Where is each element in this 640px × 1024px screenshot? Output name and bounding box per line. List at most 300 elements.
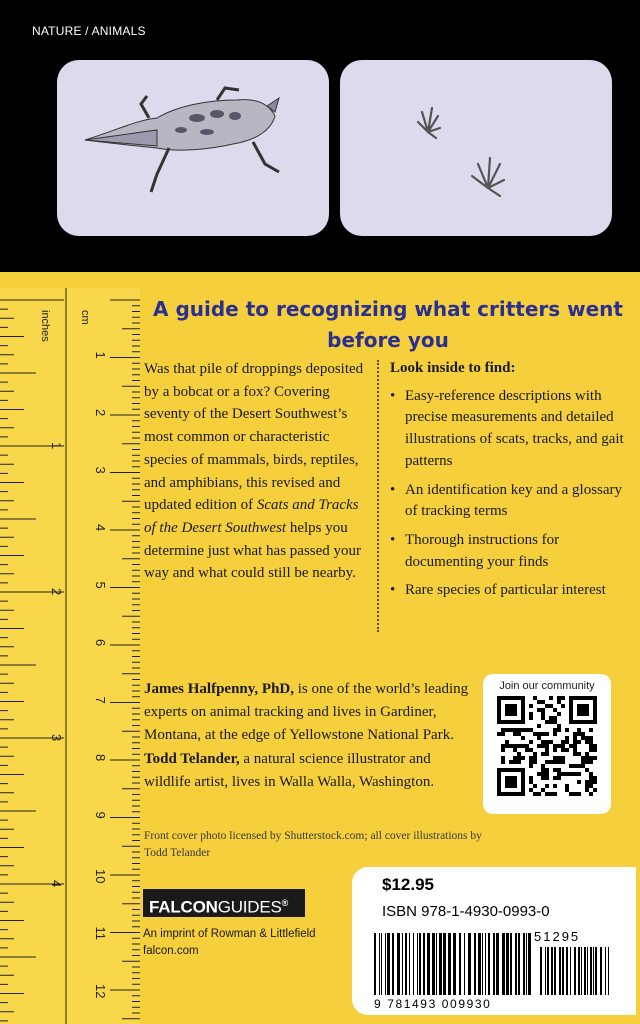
qr-module — [533, 760, 537, 764]
barcode-bar — [397, 933, 400, 995]
barcode-bar — [379, 933, 380, 995]
qr-module — [545, 752, 549, 756]
qr-module — [501, 760, 505, 764]
qr-module — [533, 756, 537, 760]
qr-module — [581, 736, 585, 740]
qr-module — [577, 780, 581, 784]
qr-module — [589, 740, 593, 744]
qr-module — [517, 728, 521, 732]
qr-module — [553, 748, 557, 752]
qr-module — [553, 760, 557, 764]
author-text-2: a natural science illustrator and wildlife artist, lives in Walla Walla, Washington. — [144, 750, 435, 790]
qr-module — [529, 764, 533, 768]
qr-module — [557, 756, 561, 760]
qr-module — [521, 728, 525, 732]
qr-module — [537, 736, 541, 740]
barcode-bar — [510, 933, 512, 995]
barcode-bar — [402, 933, 403, 995]
barcode-addon-bar — [600, 947, 602, 995]
qr-module — [517, 752, 521, 756]
qr-module — [521, 744, 525, 748]
qr-module — [529, 748, 533, 752]
qr-module — [589, 776, 593, 780]
qr-module — [585, 788, 589, 792]
qr-module — [561, 756, 565, 760]
barcode-addon-bar — [551, 947, 553, 995]
barcode-bar — [448, 933, 451, 995]
qr-module — [529, 704, 533, 708]
qr-module — [577, 752, 581, 756]
barcode-addon-bar — [590, 947, 592, 995]
qr-module — [585, 736, 589, 740]
inch-label: 1 — [49, 442, 64, 450]
qr-module — [549, 696, 553, 700]
barcode-addon-bar — [574, 947, 576, 995]
intro-book-title: Scats and Tracks of the Desert Southwest — [144, 497, 359, 536]
qr-module — [545, 704, 549, 708]
qr-module — [533, 784, 537, 788]
qr-module — [545, 748, 549, 752]
qr-module — [573, 748, 577, 752]
qr-module — [513, 732, 517, 736]
qr-module — [541, 776, 545, 780]
look-inside-heading: Look inside to find: — [390, 360, 516, 376]
qr-finder-core — [505, 704, 517, 716]
barcode-bar — [468, 933, 471, 995]
cm-label: 4 — [93, 524, 108, 532]
qr-module — [529, 776, 533, 780]
author-name-2: Todd Telander, — [144, 750, 240, 767]
qr-module — [549, 720, 553, 724]
barcode-bar — [392, 933, 394, 995]
cm-label: 6 — [93, 639, 108, 647]
ruler-scale — [0, 288, 140, 1024]
qr-module — [561, 760, 565, 764]
qr-module — [549, 716, 553, 720]
inch-label: 4 — [49, 880, 64, 888]
qr-module — [549, 740, 553, 744]
price: $12.95 — [382, 875, 434, 894]
qr-module — [529, 788, 533, 792]
barcode-bar — [474, 933, 476, 995]
qr-module — [569, 744, 573, 748]
qr-code-icon[interactable] — [497, 696, 597, 796]
list-item: • Thorough instructions for documenting your finds — [390, 530, 626, 573]
qr-module — [545, 744, 549, 748]
qr-module — [569, 772, 573, 776]
barcode-addon-bar — [584, 947, 586, 995]
qr-module — [509, 760, 513, 764]
list-item: • An identification key and a glossary of tracking terms — [390, 480, 626, 523]
qr-module — [521, 756, 525, 760]
qr-module — [513, 760, 517, 764]
qr-module — [513, 744, 517, 748]
qr-module — [549, 704, 553, 708]
qr-module — [557, 700, 561, 704]
qr-module — [529, 728, 533, 732]
author-bio — [144, 678, 474, 794]
qr-module — [561, 704, 565, 708]
qr-module — [573, 764, 577, 768]
qr-module — [541, 768, 545, 772]
barcode-bar — [381, 933, 382, 995]
qr-module — [565, 772, 569, 776]
qr-module — [537, 732, 541, 736]
qr-module — [573, 744, 577, 748]
category-label: NATURE / ANIMALS — [32, 24, 146, 38]
barcode-addon-bar — [593, 947, 594, 995]
inch-label: 3 — [49, 734, 64, 742]
qr-module — [585, 752, 589, 756]
qr-module — [561, 744, 565, 748]
qr-module — [557, 728, 561, 732]
qr-module — [585, 760, 589, 764]
barcode-bar — [518, 933, 520, 995]
barcode-bar — [387, 933, 390, 995]
headline: A guide to recognizing what critters went before you — [153, 297, 623, 352]
barcode-bar — [478, 933, 481, 995]
qr-module — [517, 756, 521, 760]
tracks-panel — [340, 60, 612, 236]
barcode-bar — [423, 933, 425, 995]
qr-module — [549, 760, 553, 764]
animal-tracks-illustration-icon — [340, 60, 612, 236]
qr-module — [577, 740, 581, 744]
qr-module — [513, 756, 517, 760]
qr-module — [577, 764, 581, 768]
qr-module — [541, 716, 545, 720]
qr-module — [589, 784, 593, 788]
barcode-bar — [502, 933, 505, 995]
qr-module — [541, 732, 545, 736]
qr-module — [537, 724, 541, 728]
qr-module — [541, 764, 545, 768]
qr-module — [593, 788, 597, 792]
qr-module — [545, 732, 549, 736]
isbn: ISBN 978-1-4930-0993-0 — [382, 903, 550, 920]
qr-module — [553, 708, 557, 712]
qr-module — [593, 756, 597, 760]
qr-module — [573, 792, 577, 796]
qr-module — [565, 736, 569, 740]
barcode-bar — [417, 933, 418, 995]
qr-module — [529, 712, 533, 716]
barcode-bar — [526, 933, 527, 995]
qr-module — [573, 732, 577, 736]
inches-unit-label: inches — [39, 310, 51, 342]
qr-module — [557, 724, 561, 728]
barcode-bar — [432, 933, 435, 995]
cm-label: 3 — [93, 466, 108, 474]
qr-module — [549, 792, 553, 796]
qr-module — [589, 744, 593, 748]
inch-label: 2 — [49, 588, 64, 596]
qr-module — [509, 728, 513, 732]
qr-module — [529, 756, 533, 760]
qr-module — [577, 728, 581, 732]
qr-module — [553, 728, 557, 732]
qr-module — [541, 700, 545, 704]
list-item: • Rare species of particular interest — [390, 580, 626, 602]
qr-module — [573, 736, 577, 740]
ruler — [0, 288, 140, 1024]
qr-module — [537, 792, 541, 796]
qr-module — [541, 772, 545, 776]
qr-module — [541, 712, 545, 716]
barcode-icon — [374, 933, 614, 997]
cm-label: 12 — [93, 984, 108, 999]
qr-module — [537, 772, 541, 776]
qr-module — [501, 744, 505, 748]
barcode-addon-bar — [587, 947, 588, 995]
qr-module — [569, 764, 573, 768]
qr-module — [501, 732, 505, 736]
author-text-1: is one of the world’s leading experts on animal tracking and lives in Gardiner, Montana, at the edge of Yellowstone National Park. — [144, 681, 469, 744]
qr-module — [589, 780, 593, 784]
barcode-bar — [385, 933, 386, 995]
qr-module — [585, 768, 589, 772]
qr-module — [581, 764, 585, 768]
barcode-bar — [419, 933, 421, 995]
qr-module — [533, 696, 537, 700]
price-addon-code: 51295 — [534, 929, 581, 944]
qr-module — [525, 748, 529, 752]
qr-module — [529, 760, 533, 764]
cm-label: 10 — [93, 869, 108, 884]
qr-module — [565, 740, 569, 744]
qr-module — [541, 740, 545, 744]
publisher-imprint — [143, 926, 363, 960]
barcode-addon-bar — [608, 947, 609, 995]
barcode-bar — [453, 933, 456, 995]
qr-module — [565, 748, 569, 752]
qr-module — [581, 760, 585, 764]
qr-module — [561, 696, 565, 700]
qr-module — [537, 700, 541, 704]
author-name-1: James Halfpenny, PhD, — [144, 681, 295, 697]
lizard-panel — [57, 60, 329, 236]
qr-finder-core — [577, 704, 589, 716]
barcode-bar — [515, 933, 517, 995]
qr-module — [525, 728, 529, 732]
qr-module — [517, 732, 521, 736]
qr-module — [553, 744, 557, 748]
qr-module — [533, 792, 537, 796]
barcode-bar — [496, 933, 499, 995]
photo-credit: Front cover photo licensed by Shutterstock.com; all cover illustrations by Todd Telander — [144, 830, 482, 859]
qr-module — [589, 756, 593, 760]
qr-module — [541, 788, 545, 792]
qr-module — [561, 748, 565, 752]
qr-module — [537, 744, 541, 748]
barcode-bar — [443, 933, 446, 995]
qr-module — [553, 732, 557, 736]
dotted-divider — [377, 360, 379, 632]
qr-module — [553, 784, 557, 788]
qr-module — [501, 748, 505, 752]
barcode-bar — [482, 933, 483, 995]
qr-module — [585, 756, 589, 760]
barcode-addon-bar — [570, 947, 571, 995]
cm-label: 11 — [93, 926, 108, 940]
qr-module — [529, 780, 533, 784]
barcode-bar — [409, 933, 410, 995]
qr-finder-core — [505, 776, 517, 788]
qr-module — [557, 760, 561, 764]
barcode-bar — [506, 933, 509, 995]
qr-module — [565, 788, 569, 792]
barcode-addon-bar — [540, 947, 542, 995]
qr-module — [577, 732, 581, 736]
barcode-addon-bar — [554, 947, 556, 995]
qr-module — [589, 728, 593, 732]
qr-module — [553, 720, 557, 724]
qr-label: Join our community — [499, 680, 595, 692]
falconguides-logo — [143, 889, 305, 917]
qr-module — [585, 784, 589, 788]
logo-text-light: GUIDES — [217, 897, 282, 917]
barcode-bar — [493, 933, 495, 995]
qr-module — [517, 760, 521, 764]
qr-module — [561, 772, 565, 776]
qr-module — [593, 744, 597, 748]
barcode-bar — [528, 933, 531, 995]
qr-module — [553, 756, 557, 760]
ean-digits: 9 781493 009930 — [374, 997, 492, 1011]
barcode-bar — [436, 933, 437, 995]
barcode-bar — [459, 933, 461, 995]
intro-text-1: Was that pile of droppings deposited by a bobcat or a fox? Covering seventy of the Desert Southwest’s most common or characteristic species of mammals, birds, reptiles, and amphibians, this revised and updated edition of — [144, 361, 364, 514]
qr-module — [553, 768, 557, 772]
qr-module — [581, 732, 585, 736]
qr-module — [593, 748, 597, 752]
cm-label: 1 — [93, 351, 108, 359]
publisher-url[interactable]: falcon.com — [143, 945, 199, 957]
barcode-bar — [485, 933, 486, 995]
qr-module — [589, 772, 593, 776]
cm-label: 8 — [93, 754, 108, 762]
qr-module — [557, 712, 561, 716]
cm-label: 2 — [93, 409, 108, 417]
qr-module — [593, 776, 597, 780]
barcode-bar — [427, 933, 430, 995]
qr-module — [505, 728, 509, 732]
barcode-bar — [405, 933, 407, 995]
qr-module — [553, 716, 557, 720]
qr-module — [589, 748, 593, 752]
qr-module — [545, 776, 549, 780]
qr-module — [537, 708, 541, 712]
qr-module — [545, 740, 549, 744]
cm-label: 5 — [93, 581, 108, 589]
qr-module — [573, 752, 577, 756]
qr-module — [557, 696, 561, 700]
qr-module — [589, 792, 593, 796]
barcode-addon-bar — [581, 947, 582, 995]
qr-module — [541, 708, 545, 712]
qr-module — [545, 772, 549, 776]
qr-module — [529, 740, 533, 744]
intro-paragraph — [144, 358, 370, 585]
qr-module — [589, 736, 593, 740]
barcode-bar — [413, 933, 414, 995]
qr-module — [557, 768, 561, 772]
barcode-box — [352, 867, 636, 1015]
imprint-text: An imprint of Rowman & Littlefield — [143, 928, 316, 940]
qr-module — [517, 744, 521, 748]
barcode-addon-bar — [566, 947, 568, 995]
qr-module — [513, 748, 517, 752]
qr-module — [589, 760, 593, 764]
qr-module — [557, 776, 561, 780]
qr-module — [545, 792, 549, 796]
qr-module — [529, 716, 533, 720]
barcode-addon-bar — [547, 947, 549, 995]
barcode-addon-bar — [595, 947, 597, 995]
qr-module — [545, 784, 549, 788]
qr-module — [533, 752, 537, 756]
qr-module — [585, 740, 589, 744]
barcode-bar — [439, 933, 442, 995]
qr-module — [545, 720, 549, 724]
qr-module — [533, 732, 537, 736]
qr-module — [497, 732, 501, 736]
intro-text-2: helps you determine just what has passed your way and what could still be nearby. — [144, 519, 362, 582]
qr-module — [557, 744, 561, 748]
qr-module — [553, 776, 557, 780]
barcode-addon-bar — [578, 947, 580, 995]
qr-module — [565, 728, 569, 732]
qr-module — [501, 728, 505, 732]
qr-module — [545, 768, 549, 772]
trademark-symbol: ® — [281, 898, 289, 908]
qr-module — [565, 784, 569, 788]
qr-module — [501, 756, 505, 760]
cm-unit-label: cm — [79, 310, 91, 325]
qr-module — [573, 772, 577, 776]
qr-module — [553, 792, 557, 796]
qr-module — [525, 744, 529, 748]
look-inside-list — [390, 358, 626, 609]
qr-module — [577, 792, 581, 796]
qr-module — [505, 744, 509, 748]
qr-module — [545, 760, 549, 764]
barcode-addon-bar — [545, 947, 546, 995]
qr-module — [541, 744, 545, 748]
list-item: • Easy-reference descriptions with precise measurements and detailed illustrations of scats, tracks, and gait patterns — [390, 386, 626, 473]
qr-module — [581, 756, 585, 760]
barcode-bar — [488, 933, 490, 995]
qr-module — [521, 736, 525, 740]
qr-module — [573, 740, 577, 744]
qr-module — [557, 772, 561, 776]
horned-lizard-illustration-icon — [57, 60, 329, 236]
barcode-bar — [464, 933, 465, 995]
cm-label: 9 — [93, 811, 108, 819]
cm-label: 7 — [93, 696, 108, 704]
qr-module — [509, 744, 513, 748]
qr-module — [513, 728, 517, 732]
barcode-bar — [523, 933, 525, 995]
qr-module — [577, 772, 581, 776]
qr-code-box[interactable] — [483, 674, 611, 814]
qr-module — [593, 780, 597, 784]
qr-module — [569, 792, 573, 796]
qr-module — [561, 740, 565, 744]
barcode-bar — [374, 933, 376, 995]
barcode-addon-bar — [562, 947, 564, 995]
barcode-addon-bar — [605, 947, 606, 995]
